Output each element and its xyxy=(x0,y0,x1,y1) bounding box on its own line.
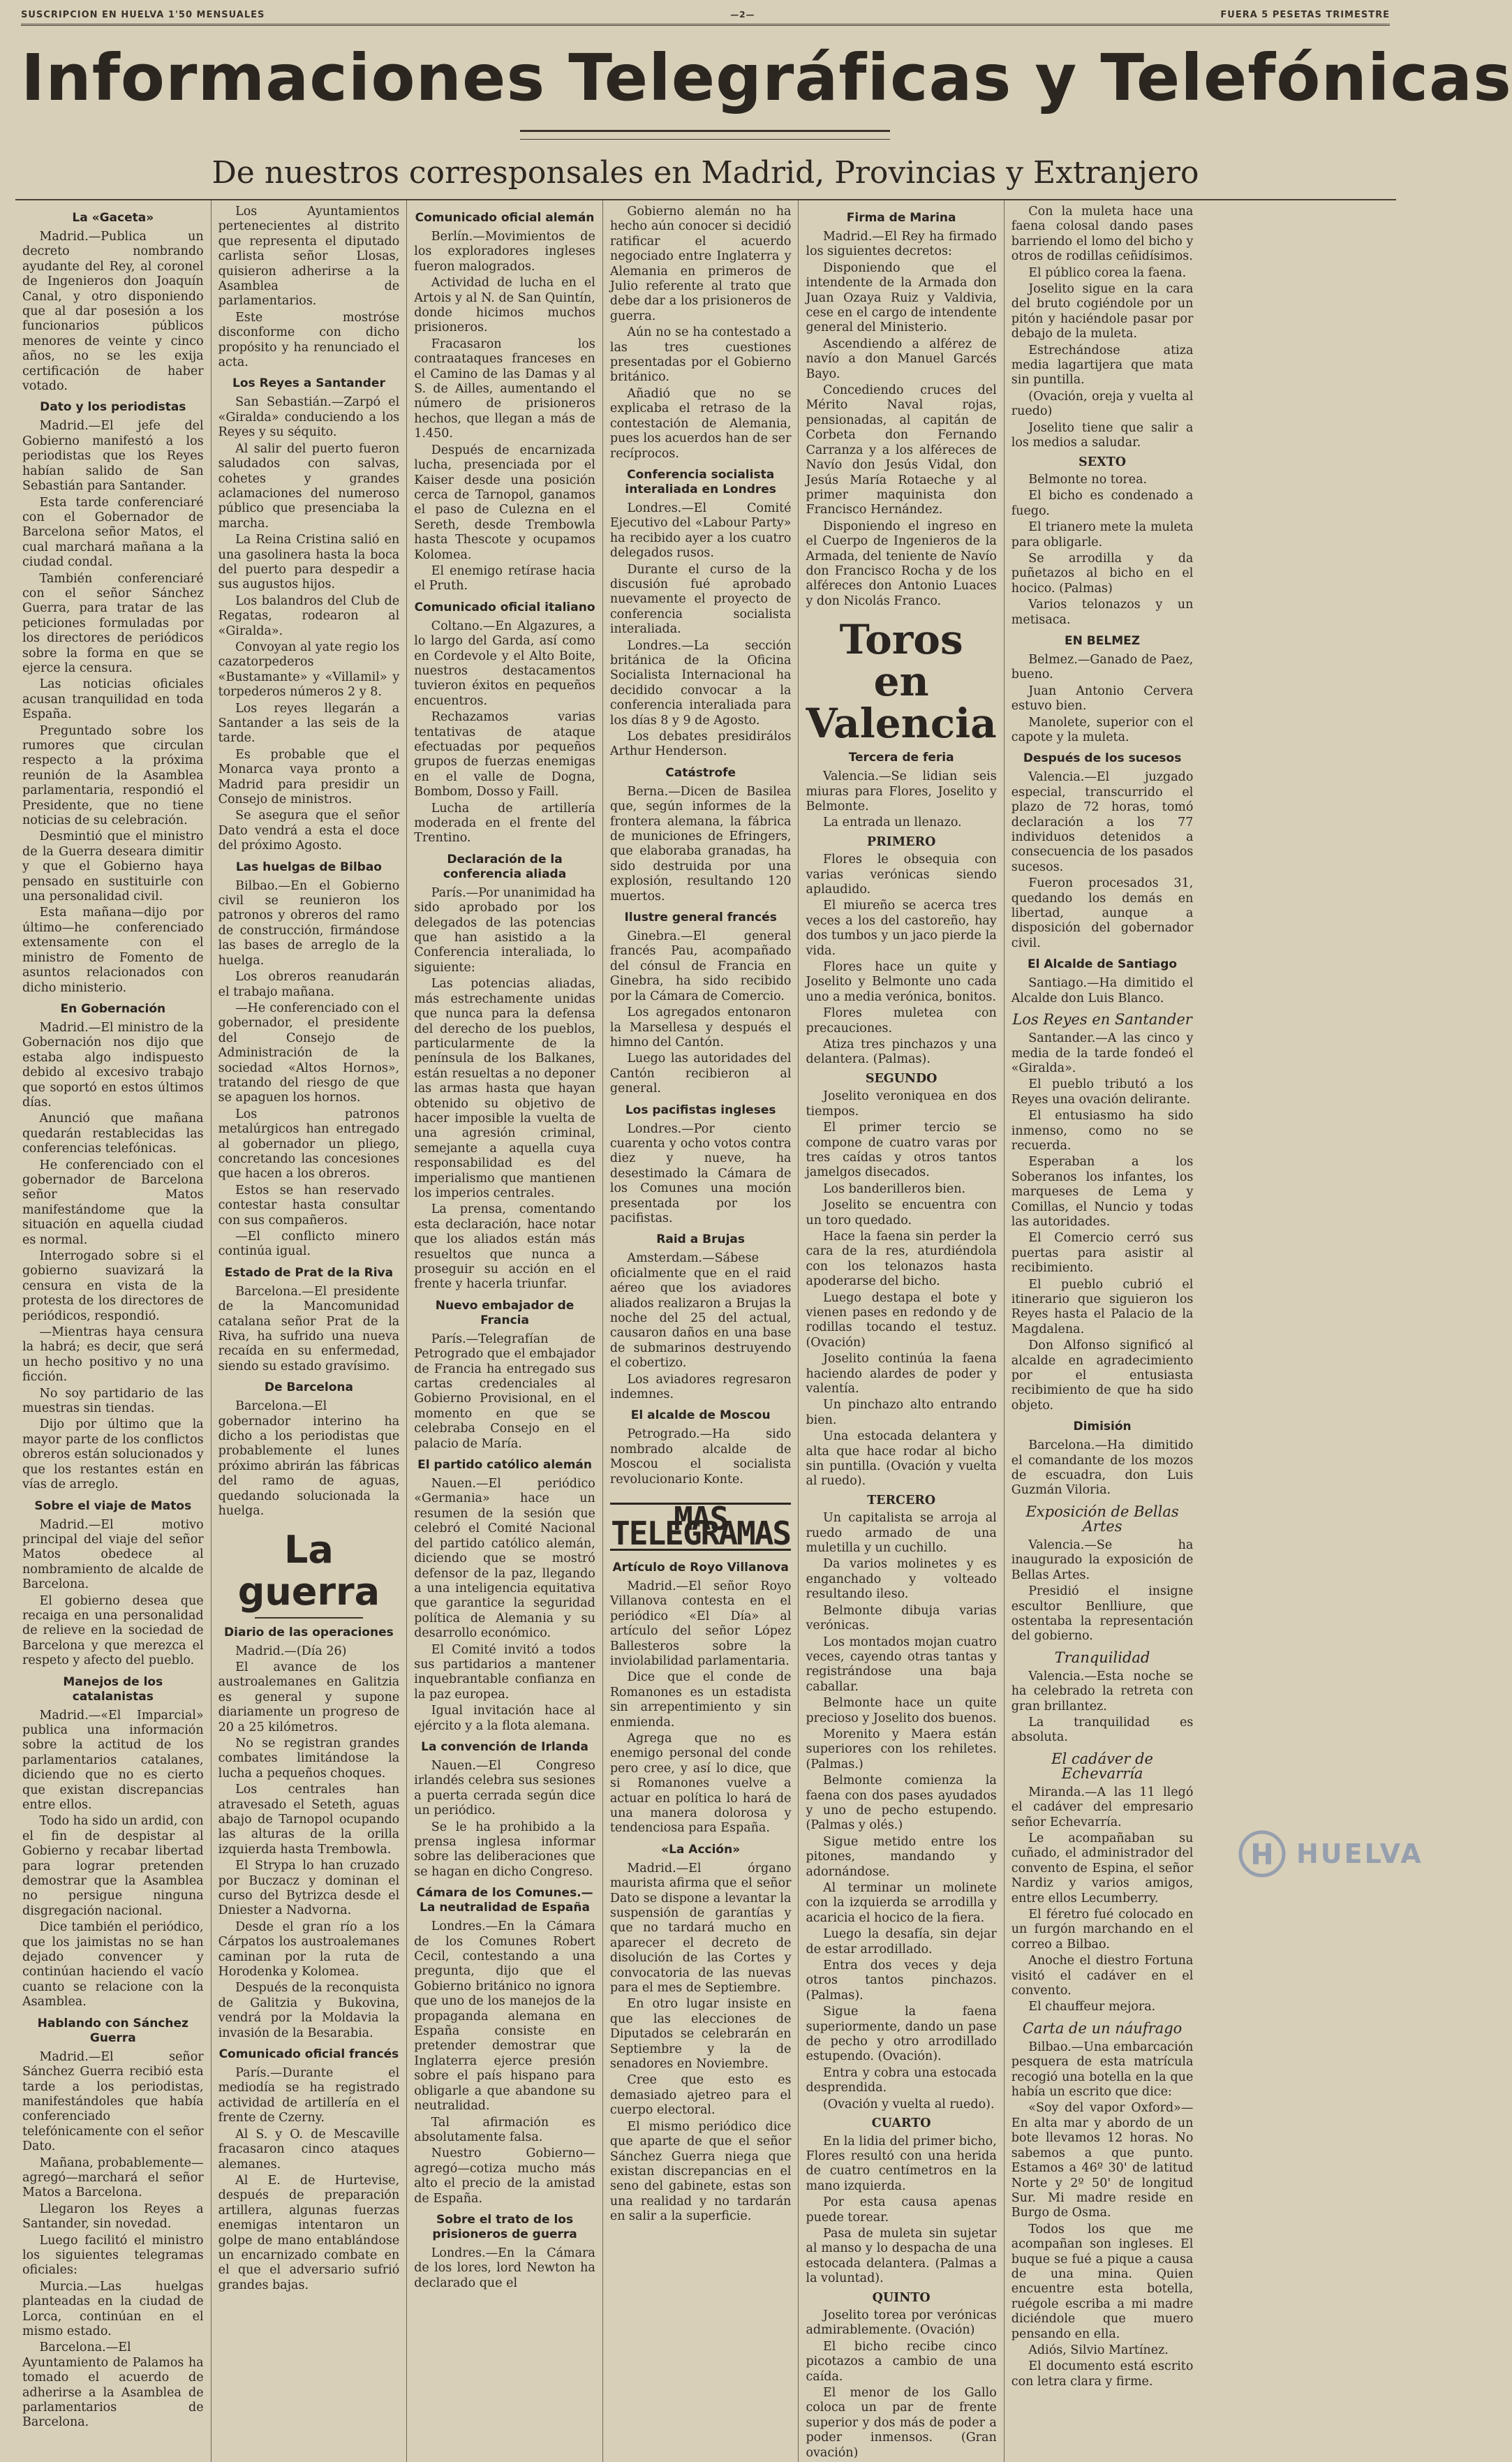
paragraph: En otro lugar insiste en que las elecciones de Diputados se celebrarán en Septiembre y la de senadores en Noviembre. xyxy=(609,1997,792,2072)
paragraph: Al S. y O. de Mescaville fracasaron cinco ataques alemanes. xyxy=(218,2127,400,2172)
paragraph: Fueron procesados 31, quedando los demás en libertad, aunque a disposición del gobernador civil. xyxy=(1011,876,1194,950)
heading: Declaración de la conferencia aliada xyxy=(443,852,567,881)
paragraph: Es probable que el Monarca vaya pronto a Madrid para presidir un Consejo de ministros. xyxy=(218,747,400,807)
paragraph: Gobierno alemán no ha hecho aún conocer si decidió ratificar el acuerdo negociado entre Inglaterra y Alemania en primeros de Julio referente al trato que debe dar a los prisioneros de guerra. xyxy=(609,205,792,323)
paragraph: Tal afirmación es absolutamente falsa. xyxy=(414,2115,595,2144)
paragraph: Estrechándose atiza media lagartijera que mata sin puntilla. xyxy=(1011,343,1194,388)
paragraph: Murcia.—Las huelgas planteadas en la ciudad de Lorca, continúan en el mismo estado. xyxy=(22,2279,204,2338)
paragraph: Luego las autoridades del Cantón recibieron al general. xyxy=(609,1052,792,1096)
heading: Los Reyes a Santander xyxy=(232,376,385,391)
paragraph: Rechazamos varias tentativas de ataque efectuadas por pequeños grupos de fuerzas enemigas en el valle de Dogna, Bombom, Dosso y Faill. xyxy=(414,710,595,799)
heading: Ilustre general francés xyxy=(624,911,777,925)
heading: El alcalde de Moscou xyxy=(630,1408,771,1423)
paragraph: Todos los que me acompañan son ingleses. El buque se fué a pique a causa de una mina. Quien encuentre esta botella, ruégole escriba a mi madre diciéndole que muero pensando en ella. xyxy=(1011,2222,1194,2341)
paragraph: Los centrales han atravesado el Seteth, aguas abajo de Tarnopol ocupando las alturas de la orilla izquierda hasta Trembowla. xyxy=(218,1783,400,1857)
paragraph: Estos se han reservado contestar hasta consultar con sus compañeros. xyxy=(218,1183,400,1228)
paragraph: Valencia.—Se ha inaugurado la exposición de Bellas Artes. xyxy=(1011,1538,1194,1582)
paragraph: Le acompañaban su cuñado, el administrador del convento de Espina, el señor Nardiz y varios amigos, entre ellos Lecumberry. xyxy=(1011,1831,1194,1906)
paragraph: Flores muletea con precauciones. xyxy=(806,1006,997,1035)
paragraph: También conferenciaré con el señor Sánchez Guerra, para tratar de las peticiones formuladas por los directores de periódicos sobre la forma en que se ejerce la censura. xyxy=(22,571,204,675)
paragraph: Los Ayuntamientos pertenecientes al distrito que representa el diputado carlista señor Llosas, quisieron adherirse a la Asamblea de parlamentarios. xyxy=(218,205,400,309)
paragraph: Cree que esto es demasiado ajetreo para el cuerpo electoral. xyxy=(609,2073,792,2118)
paragraph: Un pinchazo alto entrando bien. xyxy=(806,1398,997,1427)
paragraph: En la lidia del primer bicho, Flores resultó con una herida de cuatro centímetros en la mano izquierda. xyxy=(806,2134,997,2193)
paragraph: El pueblo cubrió el itinerario que siguieron los Reyes hasta el Palacio de la Magdalena. xyxy=(1011,1277,1194,1336)
paragraph: El gobierno desea que recaiga en una personalidad de relieve en la sociedad de Barcelona y que merezca el respeto y afecto del pueblo. xyxy=(22,1593,204,1668)
archive-seal-icon xyxy=(1238,1829,1287,1878)
paragraph: Flores hace un quite y Joselito y Belmonte uno cada uno a media verónica, bonitos. xyxy=(806,960,997,1004)
paragraph: Los obreros reanudarán el trabajo mañana. xyxy=(218,970,400,999)
paragraph: Después de encarnizada lucha, presenciada por el Kaiser desde una posición cerca de Tarnopol, ganamos el paso de Culezna en el Sereth, desde Trembowla hasta Thescote y ocupamos Kolomea. xyxy=(414,443,595,562)
paragraph: Flores le obsequia con varias verónicas siendo aplaudido. xyxy=(806,853,997,897)
paragraph: Un capitalista se arroja al ruedo armado de una muletilla y un cuchillo. xyxy=(806,1511,997,1556)
paragraph: Los aviadores regresaron indemnes. xyxy=(609,1372,792,1402)
paragraph: El chauffeur mejora. xyxy=(1028,2000,1156,2014)
subscription-local: SUSCRIPCION EN HUELVA 1'50 MENSUALES xyxy=(21,9,265,20)
heading: De Barcelona xyxy=(264,1380,353,1395)
paragraph: Don Alfonso significó al alcalde en agradecimiento por el entusiasta recibimiento de que ha sido objeto. xyxy=(1011,1339,1194,1413)
paragraph: Sigue metido entre los pitones, mandando y adornándose. xyxy=(806,1834,997,1879)
paragraph: Joselito sigue en la cara del bruto cogiéndole por un pitón y haciéndole pasar por debajo de la muleta. xyxy=(1011,282,1194,341)
heading: «La Acción» xyxy=(661,1842,741,1857)
paragraph: Madrid.—«El Imparcial» publica una información sobre la actitud de los parlamentarios catalanes, diciendo que no es cierto que existan discrepancias entre ellos. xyxy=(22,1708,204,1812)
column-4 xyxy=(603,200,799,2462)
bull-number: CUARTO xyxy=(871,2116,931,2131)
heading: El cadáver de Echevarría xyxy=(1051,1750,1153,1782)
column-3 xyxy=(407,200,603,2462)
paragraph: Valencia.—Se lidian seis miuras para Flores, Joselito y Belmonte. xyxy=(806,769,997,813)
paragraph: Dijo por último que la mayor parte de los conflictos obreros están solucionados y que los restantes están en vías de arreglo. xyxy=(22,1417,204,1492)
bull-number: PRIMERO xyxy=(866,834,936,849)
paragraph: El bicho es condenado a fuego. xyxy=(1011,489,1194,518)
paragraph: El avance de los austroalemanes en Galitzia es general y supone diariamente un progreso de 20 a 25 kilómetros. xyxy=(218,1660,400,1734)
subscription-outside: FUERA 5 PESETAS TRIMESTRE xyxy=(1220,9,1390,20)
section-title-toros: Toros en Valencia xyxy=(806,616,997,748)
column-6 xyxy=(1005,200,1201,2462)
paragraph: No soy partidario de las muestras sin tiendas. xyxy=(22,1386,204,1416)
paragraph: Esta mañana—dijo por último—he conferenciado extensamente con el ministro de Fomento de asuntos relacionados con dicho ministerio. xyxy=(22,906,204,995)
paragraph: Interrogado sobre si el gobierno suavizará la censura en vista de la protesta de los directores de periódicos, respondió. xyxy=(22,1249,204,1323)
paragraph: Santander.—A las cinco y media de la tarde fondeó el «Giralda». xyxy=(1011,1031,1194,1075)
heading: Los Reyes en Santander xyxy=(1012,1011,1192,1029)
heading: Tranquilidad xyxy=(1054,1649,1150,1666)
paragraph: El enemigo retírase hacia el Pruth. xyxy=(414,563,595,594)
paragraph: —He conferenciado con el gobernador, el presidente del Consejo de Administración de la sociedad «Altos Hornos», tratando del riesgo de que se apaguen los hornos. xyxy=(218,1001,400,1105)
heading: Comunicado oficial francés xyxy=(218,2047,399,2062)
paragraph: Joselito continúa la faena haciendo alardes de poder y valentía. xyxy=(806,1352,997,1396)
paragraph: El público corea la faena. xyxy=(1028,265,1187,280)
heading: El Alcalde de Santiago xyxy=(1028,957,1178,972)
paragraph: Hace la faena sin perder la cara de la res, aturdiéndola con los telonazos hasta apoderarse del bicho. xyxy=(806,1229,997,1289)
heading: Diario de las operaciones xyxy=(224,1625,394,1639)
paragraph: Anunció que mañana quedarán restablecidas las conferencias telefónicas. xyxy=(22,1112,204,1156)
paragraph: No se registran grandes combates limitándose la lucha a pequeños choques. xyxy=(218,1736,400,1781)
paragraph: Ginebra.—El general francés Pau, acompañado del cónsul de Francia en Ginebra, ha sido recibido por la Cámara de Comercio. xyxy=(609,929,792,1003)
watermark-text: HUELVA xyxy=(1296,1838,1423,1869)
paragraph: El menor de los Gallo coloca un par de frente superior y dos más de poder a poder inmensos. (Gran ovación) xyxy=(806,2386,997,2460)
heading: Las huelgas de Bilbao xyxy=(235,860,382,874)
paragraph: Las potencias aliadas, más estrechamente unidas que nunca para la defensa del derecho de los pueblos, particularmente de la península de los Balkanes, están resueltas a no deponer las armas hasta que hayan obtenido su objetivo de hacer imposible la vuelta de una agresión criminal, semejante a aquella cuya responsabilidad es del imperialismo que mantienen los imperios centrales. xyxy=(414,977,595,1200)
heading: Artículo de Royo Villanova xyxy=(612,1560,789,1575)
paragraph: Al salir del puerto fueron saludados con salvas, cohetes y grandes aclamaciones del numeroso público que presenciaba la marcha. xyxy=(218,441,400,531)
heading: La «Gaceta» xyxy=(72,211,154,225)
paragraph: Aún no se ha contestado a las tres cuestiones presentadas por el Gobierno británico. xyxy=(609,325,792,385)
paragraph: Concediendo cruces del Mérito Naval rojas, pensionadas, al capitán de Corbeta don Fernando Carranza y a los alféreces de Navío don Jesús Vidal, don Jesús María Rotaeche y al primer maquinista don Francisco Hernández. xyxy=(806,383,997,517)
paragraph: Al E. de Hurtevise, después de preparación artillera, algunas fuerzas enemigas intentaron un golpe de mano entablándose un encarnizado combate en el que el adversario sufrió grandes bajas. xyxy=(218,2173,400,2292)
paragraph: Ascendiendo a alférez de navío a don Manuel Garcés Bayo. xyxy=(806,337,997,381)
paragraph: (Ovación, oreja y vuelta al ruedo) xyxy=(1011,389,1194,419)
heading: Sobre el viaje de Matos xyxy=(34,1498,192,1513)
section-rule xyxy=(255,1617,364,1619)
paragraph: Nauen.—El Congreso irlandés celebra sus sesiones a puerta cerrada según dice un periódico. xyxy=(414,1758,595,1818)
paragraph: Añadió que no se explicaba el retraso de la contestación de Alemania, pues los acuerdos han de ser recíprocos. xyxy=(609,386,792,461)
paragraph: Madrid.—Publica un decreto nombrando ayudante del Rey, al coronel de Ingenieros don Joaquín Canal, y otro disponiendo que al dar posesión a los funcionarios públicos menores de veinte y cinco años, no se les exija certificación de haber votado. xyxy=(22,230,204,394)
paragraph: Joselito torea por verónicas admirablemente. (Ovación) xyxy=(806,2308,997,2338)
paragraph: Convoyan al yate regio los cazatorpederos «Bustamante» y «Villamil» y torpederos números 2 y 8. xyxy=(218,640,400,700)
paragraph: Luego destapa el bote y vienen pases en redondo y de rodillas tocando el testuz. (Ovación) xyxy=(806,1290,997,1350)
paragraph: Joselito se encuentra con un toro quedado. xyxy=(806,1198,997,1228)
paragraph: Los debates presidirálos Arthur Henderson. xyxy=(609,730,792,759)
column-5 xyxy=(799,200,1004,2462)
paragraph: Berna.—Dicen de Basilea que, según informes de la frontera alemana, la fábrica de municiones de Efringers, que elaboraba granadas, ha sido destruida por una explosión, resultando 120 muertos. xyxy=(609,784,792,904)
paragraph: El bicho recibe cinco picotazos a cambio de una caída. xyxy=(806,2339,997,2384)
paragraph: Los reyes llegarán a Santander a las seis de la tarde. xyxy=(218,701,400,746)
heading: Tercera de feria xyxy=(848,751,954,765)
paragraph: Madrid.—El señor Sánchez Guerra recibió esta tarde a los periodistas, manifestándoles que había conferenciado telefónicamente con el señor Dato. xyxy=(22,2049,204,2154)
bull-number: SEGUNDO xyxy=(865,1071,937,1086)
heading: Dimisión xyxy=(1073,1420,1132,1434)
paragraph: Se asegura que el señor Dato vendrá a esta el doce del próximo Agosto. xyxy=(218,809,400,853)
paragraph: Madrid.—(Día 26) xyxy=(235,1644,347,1658)
paragraph: Atiza tres pinchazos y una delantera. (Palmas). xyxy=(806,1038,997,1067)
column-1 xyxy=(15,200,212,2462)
paragraph: Madrid.—El órgano maurista afirma que el señor Dato se dispone a levantar la suspensión de garantías y que no tardará mucho en aparecer el decreto de disolución de las Cortes y convocatoria de las nuevas para el mes de Septiembre. xyxy=(609,1861,792,1996)
paragraph: El Comercio cerró sus puertas para asistir al recibimiento. xyxy=(1011,1231,1194,1276)
paragraph: La tranquilidad es absoluta. xyxy=(1011,1715,1194,1745)
bull-number: SEXTO xyxy=(1079,455,1126,469)
paragraph: Morenito y Maera están superiores con los rehiletes. (Palmas.) xyxy=(806,1727,997,1771)
paragraph: Valencia.—Esta noche se ha celebrado la retreta con gran brillantez. xyxy=(1011,1669,1194,1713)
heading: En Gobernación xyxy=(60,1001,166,1016)
paragraph: Los balandros del Club de Regatas, rodearon al «Giralda». xyxy=(218,594,400,638)
paragraph: Fracasaron los contraataques franceses en el Camino de las Damas y al S. de Ailles, aumentando el número de prisioneros hechos, que llegan a más de 1.450. xyxy=(414,337,595,441)
heading: EN BELMEZ xyxy=(1065,633,1141,648)
heading: Estado de Prat de la Riva xyxy=(224,1265,394,1280)
paragraph: —Mientras haya censura la habrá; es decir, que será un hecho positivo y no una ficción. xyxy=(22,1325,204,1385)
heading: Cámara de los Comunes.—La neutralidad de España xyxy=(416,1886,593,1915)
paragraph: Los patronos metalúrgicos han entregado al gobernador un pliego, concretando las concesiones que hacen a los obreros. xyxy=(218,1107,400,1181)
paragraph: Sigue la faena superiormente, dando un pase de pecho y otro arrodillado estupendo. (Ovación). xyxy=(806,2005,997,2064)
paragraph: El féretro fué colocado en un furgón marchando en el correo a Bilbao. xyxy=(1011,1908,1194,1952)
paragraph: Joselito tiene que salir a los medios a saludar. xyxy=(1011,420,1194,450)
heading: Sobre el trato de los prisioneros de guerra xyxy=(432,2212,577,2241)
heading: Exposición de Bellas Artes xyxy=(1025,1503,1179,1535)
paragraph: —El conflicto minero continúa igual. xyxy=(218,1230,400,1259)
heading: Manejos de los catalanistas xyxy=(63,1674,163,1704)
paragraph: Londres.—El Comité Ejecutivo del «Labour Party» ha recibido ayer a los cuatro delegados rusos. xyxy=(609,501,792,561)
paragraph: Agrega que no es enemigo personal del conde pero cree, y así lo dice, que si Romanones vuelve a actuar en política lo hará de una manera dolorosa y tendenciosa para España. xyxy=(609,1731,792,1836)
paragraph: Desde el gran río a los Cárpatos los austroalemanes caminan por la ruta de Horodenka y Kolomea. xyxy=(218,1919,400,1980)
paragraph: Da varios molinetes y es enganchado y volteado resultando ileso. xyxy=(806,1557,997,1602)
paragraph: Llegaron los Reyes a Santander, sin novedad. xyxy=(22,2202,204,2232)
subtitle: De nuestros corresponsales en Madrid, Provincias y Extranjero xyxy=(212,155,1199,191)
paragraph: Durante el curso de la discusión fué aprobado nuevamente el proyecto de conferencia socialista interaliada. xyxy=(609,562,792,637)
paragraph: Petrogrado.—Ha sido nombrado alcalde de Moscou el socialista revolucionario Konte. xyxy=(609,1427,792,1487)
heading: Hablando con Sánchez Guerra xyxy=(37,2016,188,2045)
paragraph: Dice que el conde de Romanones es un estadista sin arrepentimiento y sin enmienda. xyxy=(609,1670,792,1730)
paragraph: Entra dos veces y deja otros tantos pinchazos. (Palmas). xyxy=(806,1959,997,2003)
heading: Conferencia socialista interaliada en Londres xyxy=(625,467,776,496)
paragraph: Los banderilleros bien. xyxy=(822,1181,966,1196)
bull-number: QUINTO xyxy=(872,2290,931,2305)
paragraph: Este mostróse disconforme con dicho propósito y ha renunciado el acta. xyxy=(218,310,400,370)
paragraph: Luego facilitó el ministro los siguientes telegramas oficiales: xyxy=(22,2233,204,2278)
paragraph: Coltano.—En Algazures, a lo largo del Garda, así como en Cordevole y el Alto Boite, nuestros destacamentos tuvieron éxitos en pequeños encuentros. xyxy=(414,619,595,708)
paragraph: El miureño se acerca tres veces a los del castoreño, hay dos tumbos y un jaco pierde la vida. xyxy=(806,899,997,958)
paragraph: Mañana, probablemente—agregó—marchará el señor Matos a Barcelona. xyxy=(22,2155,204,2200)
paragraph: La Reina Cristina salió en una gasolinera hasta la boca del puerto para despedir a sus augustos hijos. xyxy=(218,533,400,592)
heading: Después de los sucesos xyxy=(1023,751,1182,766)
paragraph: Con la muleta hace una faena colosal dando pases barriendo el lomo del bicho y otros de rodillas ceñidísimos. xyxy=(1011,205,1194,264)
paragraph: Los montados mojan cuatro veces, cayendo otras tantas y registrándose una baja caballar. xyxy=(806,1635,997,1694)
paragraph: Amsterdam.—Sábese oficialmente que en el raid aéreo que los aviadores aliados realizaron a Brujas la noche del 25 del actual, causaron daños en una base de submarinos destruyendo el cobertizo. xyxy=(609,1251,792,1371)
heading: La convención de Irlanda xyxy=(421,1739,588,1754)
paragraph: Barcelona.—El presidente de la Mancomunidad catalana señor Prat de la Riva, ha sufrido una nueva recaída en su enfermedad, siendo su estado gravísimo. xyxy=(218,1284,400,1373)
paragraph: París.—Telegrafían de Petrogrado que el embajador de Francia ha entregado sus cartas credenciales al Gobierno Provisional, en el momento en que se celebraba Consejo en el palacio de María. xyxy=(414,1332,595,1451)
heading: El partido católico alemán xyxy=(417,1458,592,1473)
heading: Raid a Brujas xyxy=(656,1232,746,1247)
heading: Comunicado oficial italiano xyxy=(414,600,595,614)
paragraph: Joselito veroniquea en dos tiempos. xyxy=(806,1089,997,1119)
paragraph: Disponiendo el ingreso en el Cuerpo de Ingenieros de la Armada, del teniente de Navío don Francisco Rocha y de los alféreces don Antonio Luaces y don Nicolás Franco. xyxy=(806,519,997,608)
paragraph: Berlín.—Movimientos de los exploradores ingleses fueron malogrados. xyxy=(414,230,595,274)
paragraph: Anoche el diestro Fortuna visitó el cadáver en el convento. xyxy=(1011,1954,1194,1998)
bull-number: TERCERO xyxy=(867,1493,936,1508)
paragraph: Pasa de muleta sin sujetar al manso y lo despacha de una estocada delantera. (Palmas a la voluntad). xyxy=(806,2226,997,2286)
heading: Nuevo embajador de Francia xyxy=(435,1298,575,1327)
paragraph: Luego la desafía, sin dejar de estar arrodillado. xyxy=(806,1927,997,1956)
paragraph: Londres.—La sección británica de la Oficina Socialista Internacional ha decidido convocar a la conferencia interaliada para los días 8 y 9 de Agosto. xyxy=(609,638,792,728)
paragraph: Las noticias oficiales acusan tranquilidad en toda España. xyxy=(22,677,204,722)
paragraph: El trianero mete la muleta para obligarle. xyxy=(1011,520,1194,550)
paragraph: París.—Por unanimidad ha sido aprobado por los delegados de las potencias que han asistido a la Conferencia interaliada, lo siguiente: xyxy=(414,885,595,975)
paragraph: (Ovación y vuelta al ruedo). xyxy=(822,2097,995,2111)
paragraph: San Sebastián.—Zarpó el «Giralda» conduciendo a los Reyes y su séquito. xyxy=(218,395,400,440)
masthead: Informaciones Telegráficas y Telefónicas xyxy=(21,40,1512,115)
paragraph: Londres.—En la Cámara de los lores, lord Newton ha declarado que el xyxy=(414,2246,595,2290)
paragraph: Belmez.—Ganado de Paez, bueno. xyxy=(1011,652,1194,682)
paragraph: Disponiendo que el intendente de la Armada don Juan Ozaya Ruiz y Valdivia, cese en el cargo de intendente general del Ministerio. xyxy=(806,260,997,335)
paragraph: Actividad de lucha en el Artois y al N. de San Quintín, donde hicimos muchos prisioneros. xyxy=(414,276,595,335)
paragraph: Barcelona.—El gobernador interino ha dicho a los periodistas que probablemente el lunes próximo abrirán las fábricas del ramo de aguas, quedando solucionada la huelga. xyxy=(218,1399,400,1519)
section-title-la-guerra: La guerra xyxy=(237,1527,380,1614)
paragraph: Por esta causa apenas puede torear. xyxy=(806,2195,997,2225)
paragraph: Se arrodilla y da puñetazos al bicho en el hocico. (Palmas) xyxy=(1011,551,1194,596)
paragraph: Londres.—Por ciento cuarenta y ocho votos contra diez y nueve, ha desestimado la Cámara de los Comunes una moción presentada por los pacifistas. xyxy=(609,1121,792,1225)
paragraph: Bilbao.—Una embarcación pesquera de esta matrícula recogió una botella en la que había un escrito que dice: xyxy=(1011,2040,1194,2100)
paragraph: Belmonte hace un quite precioso y Joselito dos buenos. xyxy=(806,1696,997,1725)
column-2 xyxy=(212,200,408,2462)
paragraph: Todo ha sido un ardid, con el fin de despistar al Gobierno y recabar libertad para lograr pretenden demostrar que la Asamblea no persigue ninguna disgregación nacional. xyxy=(22,1814,204,1918)
paragraph: Desmintió que el ministro de la Guerra deseara dimitir y que el Gobierno haya pensado en sustituirle con una personalidad civil. xyxy=(22,830,204,904)
top-strip xyxy=(21,6,1390,26)
paragraph: Esperaban a los Soberanos los infantes, los marqueses de Lema y Comillas, el Nuncio y todas las autoridades. xyxy=(1011,1155,1194,1229)
paragraph: Madrid.—El ministro de la Gobernación nos dijo que estaba algo indispuesto debido al excesivo trabajo que soportó en estos últimos días. xyxy=(22,1020,204,1110)
paragraph: La entrada un llenazo. xyxy=(822,816,962,830)
paragraph: La prensa, comentando esta declaración, hace notar que los aliados están más resueltos que nunca a proseguir su acción en el frente y hacerla triunfar. xyxy=(414,1202,595,1292)
paragraph: Belmonte dibuja varias verónicas. xyxy=(806,1603,997,1633)
paragraph: Miranda.—A las 11 llegó el cadáver del empresario señor Echevarría. xyxy=(1011,1785,1194,1829)
paragraph: Preguntado sobre los rumores que circulan respecto a la próxima reunión de la Asamblea parlamentaria, respondió el Presidente, que no tiene noticias de su celebración. xyxy=(22,723,204,828)
paragraph: Igual invitación hace al ejército y a la flota alemana. xyxy=(414,1704,595,1733)
paragraph: Madrid.—El motivo principal del viaje del señor Matos obedece al nombramiento de alcalde de Barcelona. xyxy=(22,1517,204,1592)
paragraph: Belmonte no torea. xyxy=(1028,472,1148,487)
paragraph: El Comité invitó a todos sus partidarios a mantener inquebrantable confianza en la paz europea. xyxy=(414,1642,595,1702)
paragraph: Se le ha prohibido a la prensa inglesa informar sobre las deliberaciones que se hagan en dicho Congreso. xyxy=(414,1820,595,1879)
paragraph: Madrid.—El señor Royo Villanova contesta en el periódico «El Día» al artículo del señor López Ballesteros sobre la inviolabilidad parlamentaria. xyxy=(609,1579,792,1668)
paragraph: Nuestro Gobierno—agregó—cotiza mucho más alto el precio de la amistad de España. xyxy=(414,2146,595,2206)
paragraph: Lucha de artillería moderada en el frente del Trentino. xyxy=(414,801,595,846)
paragraph: Londres.—En la Cámara de los Comunes Robert Cecil, contestando a una pregunta, dijo que el Gobierno británico no ignora que uno de los manejos de la propaganda alemana en España consiste en pretender demostrar que Inglaterra ejerce presión sobre el país hispano para obligarle a que abandone su neutralidad. xyxy=(414,1919,595,2114)
paragraph: El documento está escrito con letra clara y firme. xyxy=(1011,2359,1194,2389)
page-number: —2— xyxy=(730,10,755,20)
paragraph: El primer tercio se compone de cuatro varas por tres caídas y otros tantos jamelgos disecados. xyxy=(806,1121,997,1180)
paragraph: El mismo periódico dice que aparte de que el señor Sánchez Guerra niega que existan discrepancias en el seno del gabinete, estas son una realidad y no tardarán en salir a la superficie. xyxy=(609,2119,792,2224)
paragraph: París.—Durante el mediodía se ha registrado actividad de artillería en el frente de Czerny. xyxy=(218,2066,400,2125)
paragraph: Presidió el insigne escultor Benlliure, que ostentaba la representación del gobierno. xyxy=(1011,1584,1194,1644)
paragraph: Juan Antonio Cervera estuvo bien. xyxy=(1011,684,1194,714)
paragraph: Después de la reconquista de Galitzia y Bukovina, vendrá por la Moldavia la invasión de la Besarabia. xyxy=(218,1981,400,2040)
paragraph: Esta tarde conferenciaré con el Gobernador de Barcelona señor Matos, el cual marchará mañana a la ciudad condal. xyxy=(22,495,204,570)
heading: Carta de un náufrago xyxy=(1022,2019,1183,2037)
paragraph: Barcelona.—Ha dimitido el comandante de los mozos de escuadra, don Luis Guzmán Viloria. xyxy=(1011,1438,1194,1498)
section-title-mas-telegramas: MAS TELEGRAMAS xyxy=(611,1500,791,1553)
archive-watermark xyxy=(1238,1827,1423,1881)
heading: Catástrofe xyxy=(665,765,736,780)
heading: Los pacifistas ingleses xyxy=(625,1103,776,1117)
paragraph: Madrid.—El jefe del Gobierno manifestó a los periodistas que los Reyes habían salido de San Sebastián para Santander. xyxy=(22,419,204,494)
paragraph: Bilbao.—En el Gobierno civil se reunieron los patronos y obreros del ramo de construcción, firmándose las bases de arreglo de la huelga. xyxy=(218,878,400,968)
paragraph: Al terminar un molinete con la izquierda se arrodilla y acaricia el hocico de la fiera. xyxy=(806,1881,997,1925)
paragraph: Madrid.—El Rey ha firmado los siguientes decretos: xyxy=(806,230,997,259)
columns xyxy=(15,199,1396,2460)
paragraph: Nauen.—El periódico «Germania» hace un resumen de la sesión que celebró el Comité Nacional del partido católico alemán, diciendo que se mostró defensor de la paz, llegando a una inteligencia equitativa que garantice la seguridad política de Alemania y su desarrollo económico. xyxy=(414,1477,595,1641)
heading: Comunicado oficial alemán xyxy=(415,211,595,225)
heading: Firma de Marina xyxy=(846,211,956,225)
paragraph: Los agregados entonaron la Marsellesa y después el himno del Cantón. xyxy=(609,1005,792,1049)
paragraph: Barcelona.—El Ayuntamiento de Palamos ha tomado el acuerdo de adherirse a la Asamblea de parlamentarios de Barcelona. xyxy=(22,2341,204,2430)
paragraph: Dice también el periódico, que los jaimistas no se han dejado convencer y continúan haciendo el vacío cuanto se relacione con la Asamblea. xyxy=(22,1920,204,2010)
paragraph: Santiago.—Ha dimitido el Alcalde don Luis Blanco. xyxy=(1011,976,1194,1005)
paragraph: He conferenciado con el gobernador de Barcelona señor Matos manifestándome que la situación en aquella ciudad es normal. xyxy=(22,1158,204,1247)
paragraph: Manolete, superior con el capote y la muleta. xyxy=(1011,715,1194,744)
heading: Dato y los periodistas xyxy=(40,400,186,415)
paragraph: Adiós, Silvio Martínez. xyxy=(1028,2343,1169,2357)
paragraph: «Soy del vapor Oxford»—En alta mar y abordo de un bote llevamos 12 horas. No sabemos a que punto. Estamos a 46º 30' de latitud Norte y 2º 50' de longitud Sur. Mi madre reside en Burgo de Osma. xyxy=(1011,2101,1194,2220)
paragraph: Valencia.—El juzgado especial, transcurrido el plazo de 72 horas, tomó declaración a los 77 individuos detenidos a consecuencia de los pasados sucesos. xyxy=(1011,770,1194,874)
paragraph: Belmonte comienza la faena con dos pases ayudados y uno de pecho estupendo. (Palmas y olés.) xyxy=(806,1774,997,1833)
paragraph: El pueblo tributó a los Reyes una ovación delirante. xyxy=(1011,1077,1194,1107)
paragraph: Entra y cobra una estocada desprendida. xyxy=(806,2065,997,2095)
paragraph: El Strypa lo han cruzado por Buczacz y dominan el curso del Bytrizca desde el Dniester a Nadvorna. xyxy=(218,1859,400,1918)
paragraph: Una estocada delantera y alta que hace rodar al bicho sin puntilla. (Ovación y vuelta al ruedo). xyxy=(806,1429,997,1489)
paragraph: Varios telonazos y un metisaca. xyxy=(1011,598,1194,627)
ornament-rule xyxy=(520,130,890,140)
paragraph: El entusiasmo ha sido inmenso, como no se recuerda. xyxy=(1011,1109,1194,1153)
